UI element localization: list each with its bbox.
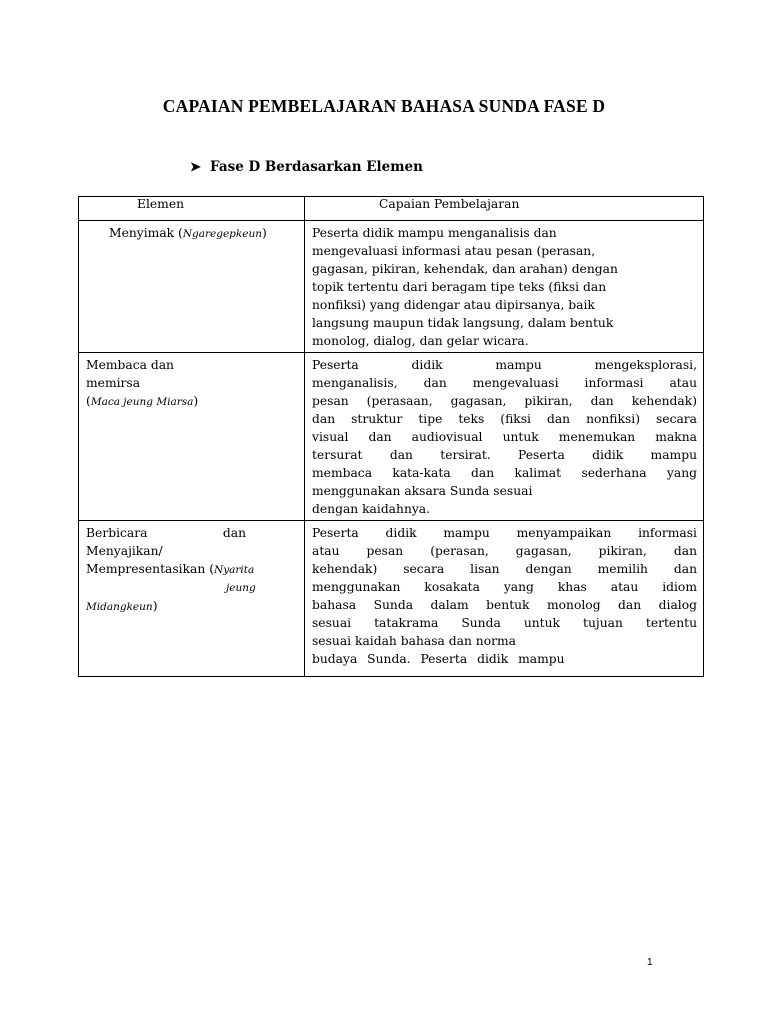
element-sunda-name: Maca jeung Miarsa — [90, 396, 194, 408]
text-line: langsung maupun tidak langsung, dalam bentuk — [312, 316, 614, 330]
element-sunda-line: (Maca jeung Miarsa) — [86, 394, 199, 408]
document-title: CAPAIAN PEMBELAJARAN BAHASA SUNDA FASE D — [162, 96, 606, 116]
text-line: kehendak) secara lisan dengan memilih dan — [312, 562, 697, 576]
subheading-text: Fase D Berdasarkan Elemen — [210, 159, 423, 175]
element-close: ) — [262, 226, 267, 240]
text-line: sesuai tatakrama Sunda untuk tujuan tertentu — [312, 616, 697, 630]
text-line: menggunakan kosakata yang khas atau idiom — [312, 580, 697, 594]
element-name-line: Membaca dan — [86, 358, 174, 372]
text-line: pesan (perasaan, gagasan, pikiran, dan kehendak) — [312, 394, 697, 408]
text-line: bahasa Sunda dalam bentuk monolog dan dialog — [312, 598, 697, 612]
element-sunda-name: Ngaregepkeun — [182, 228, 262, 240]
text-line: topik tertentu dari beragam tipe teks (fiksi dan — [312, 280, 607, 294]
text-line: Peserta didik mampu menganalisis dan — [312, 226, 557, 240]
section-subheading — [190, 159, 423, 175]
element-name-line: memirsa — [86, 376, 141, 390]
text-line: sesuai kaidah bahasa dan norma — [312, 634, 516, 648]
capaian-table — [78, 196, 704, 677]
text-line: visual dan audiovisual untuk menemukan makna — [312, 430, 697, 444]
page-number: 1 — [647, 957, 653, 968]
element-cell — [79, 353, 305, 521]
text-line: dengan kaidahnya. — [312, 502, 431, 516]
text-line: Peserta didik mampu mengeksplorasi, — [312, 358, 697, 372]
element-sunda-line: Midangkeun) — [86, 599, 158, 613]
table-row — [79, 353, 704, 521]
table-row — [79, 521, 704, 677]
text-line: menganalisis, dan mengevaluasi informasi atau — [312, 376, 697, 390]
text-line: membaca kata-kata dan kalimat sederhana yang — [312, 466, 697, 480]
element-name: Menyimak ( — [109, 226, 183, 240]
table-header-row — [79, 197, 704, 221]
table-row — [79, 221, 704, 353]
text-line: gagasan, pikiran, kehendak, dan arahan) dengan — [312, 262, 618, 276]
element-sunda-name: jeung — [226, 582, 256, 594]
element-name-line: Berbicara dan — [86, 526, 246, 540]
text-line: nonfiksi) yang didengar atau dipirsanya, baik — [312, 298, 595, 312]
achievement-cell — [305, 221, 704, 353]
element-cell — [79, 521, 305, 677]
text-line: budaya Sunda. Peserta didik mampu — [312, 652, 565, 666]
arrowhead-bullet-icon: ➤ — [190, 160, 201, 175]
element-name-line: Mempresentasikan (Nyarita — [86, 562, 255, 576]
element-sunda-name: Midangkeun — [86, 601, 153, 613]
achievement-cell — [305, 521, 704, 677]
header-capaian: Capaian Pembelajaran — [305, 197, 704, 221]
text-line: monolog, dialog, dan gelar wicara. — [312, 334, 529, 348]
text-line: Peserta didik mampu menyampaikan informasi — [312, 526, 697, 540]
element-cell — [79, 221, 305, 353]
element-sunda-name: Nyarita — [214, 564, 255, 576]
text-line: tersurat dan tersirat. Peserta didik mampu — [312, 448, 697, 462]
text-line: menggunakan aksara Sunda sesuai — [312, 484, 533, 498]
element-name-line: Menyajikan/ — [86, 544, 163, 558]
text-line: mengevaluasi informasi atau pesan (perasan, — [312, 244, 596, 258]
header-elemen: Elemen — [79, 197, 305, 221]
text-line: dan struktur tipe teks (fiksi dan nonfiksi) secara — [312, 412, 697, 426]
text-line: atau pesan (perasan, gagasan, pikiran, dan — [312, 544, 697, 558]
achievement-cell — [305, 353, 704, 521]
